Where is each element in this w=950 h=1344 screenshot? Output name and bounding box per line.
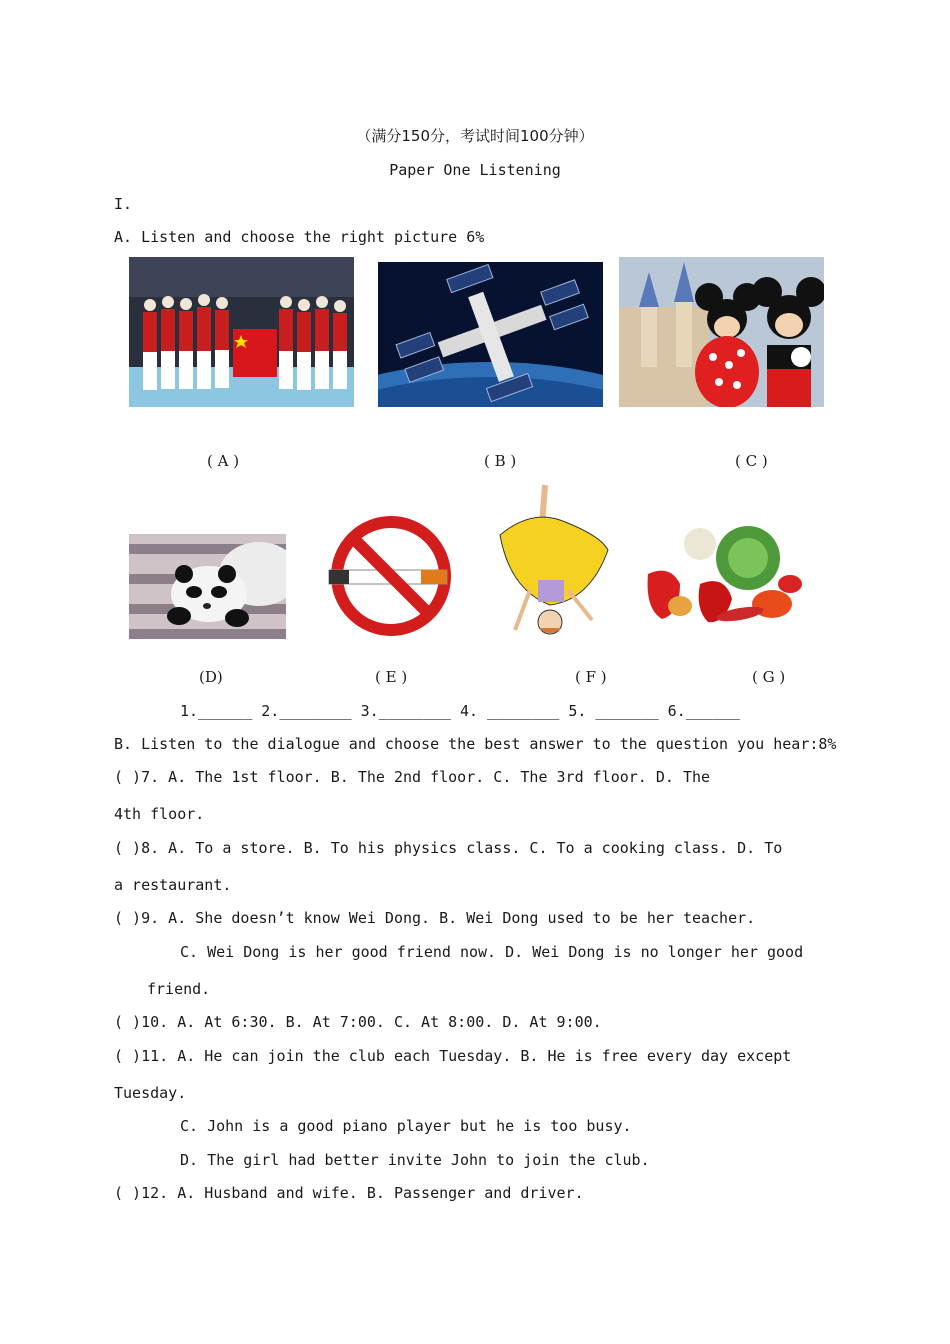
- question-line: 4th floor.: [114, 805, 205, 823]
- question-line: ( )12. A. Husband and wife. B. Passenger and driver.: [114, 1184, 584, 1202]
- part-a-title: A. Listen and choose the right picture 6%: [114, 228, 485, 246]
- picture-label-a: ( A ): [207, 452, 240, 470]
- paper-title: Paper One Listening: [389, 161, 561, 179]
- picture-label-f: ( F ): [575, 668, 607, 686]
- question-line: C. Wei Dong is her good friend now. D. Wei Dong is no longer her good: [180, 943, 804, 961]
- upside-down-girl-drawing: [490, 480, 617, 640]
- question-line: D. The girl had better invite John to join the club.: [180, 1151, 650, 1169]
- space-station-photo: [378, 262, 603, 407]
- picture-label-d: (D): [199, 668, 223, 686]
- question-line: ( )9. A. She doesn’t know Wei Dong. B. Wei Dong used to be her teacher.: [114, 909, 756, 927]
- question-line: ( )11. A. He can join the club each Tuesday. B. He is free every day except: [114, 1047, 792, 1065]
- question-line: Tuesday.: [114, 1084, 187, 1102]
- baby-panda-photo: [129, 534, 286, 639]
- question-line: C. John is a good piano player but he is too busy.: [180, 1117, 632, 1135]
- volleyball-team-photo: [129, 257, 354, 407]
- question-line: ( )7. A. The 1st floor. B. The 2nd floor. C. The 3rd floor. D. The: [114, 768, 711, 786]
- question-line: ( )8. A. To a store. B. To his physics class. C. To a cooking class. D. To: [114, 839, 783, 857]
- question-line: ( )10. A. At 6:30. B. At 7:00. C. At 8:00. D. At 9:00.: [114, 1013, 602, 1031]
- part-b-title: B. Listen to the dialogue and choose the best answer to the question you hear:8%: [114, 735, 837, 753]
- question-line: friend.: [147, 980, 211, 998]
- no-smoking-sign: [321, 514, 458, 638]
- answer-blanks: 1.______ 2.________ 3.________ 4. ________ 5. _______ 6.______: [180, 702, 740, 720]
- picture-label-g: ( G ): [752, 668, 786, 686]
- section-label: I.: [114, 195, 133, 213]
- picture-label-c: ( C ): [735, 452, 768, 470]
- vegetables-photo: [640, 514, 805, 640]
- picture-label-b: ( B ): [484, 452, 517, 470]
- question-line: a restaurant.: [114, 876, 232, 894]
- exam-info: （满分150分，考试时间100分钟）: [356, 127, 594, 145]
- mickey-minnie-photo: [619, 257, 824, 407]
- picture-label-e: ( E ): [375, 668, 408, 686]
